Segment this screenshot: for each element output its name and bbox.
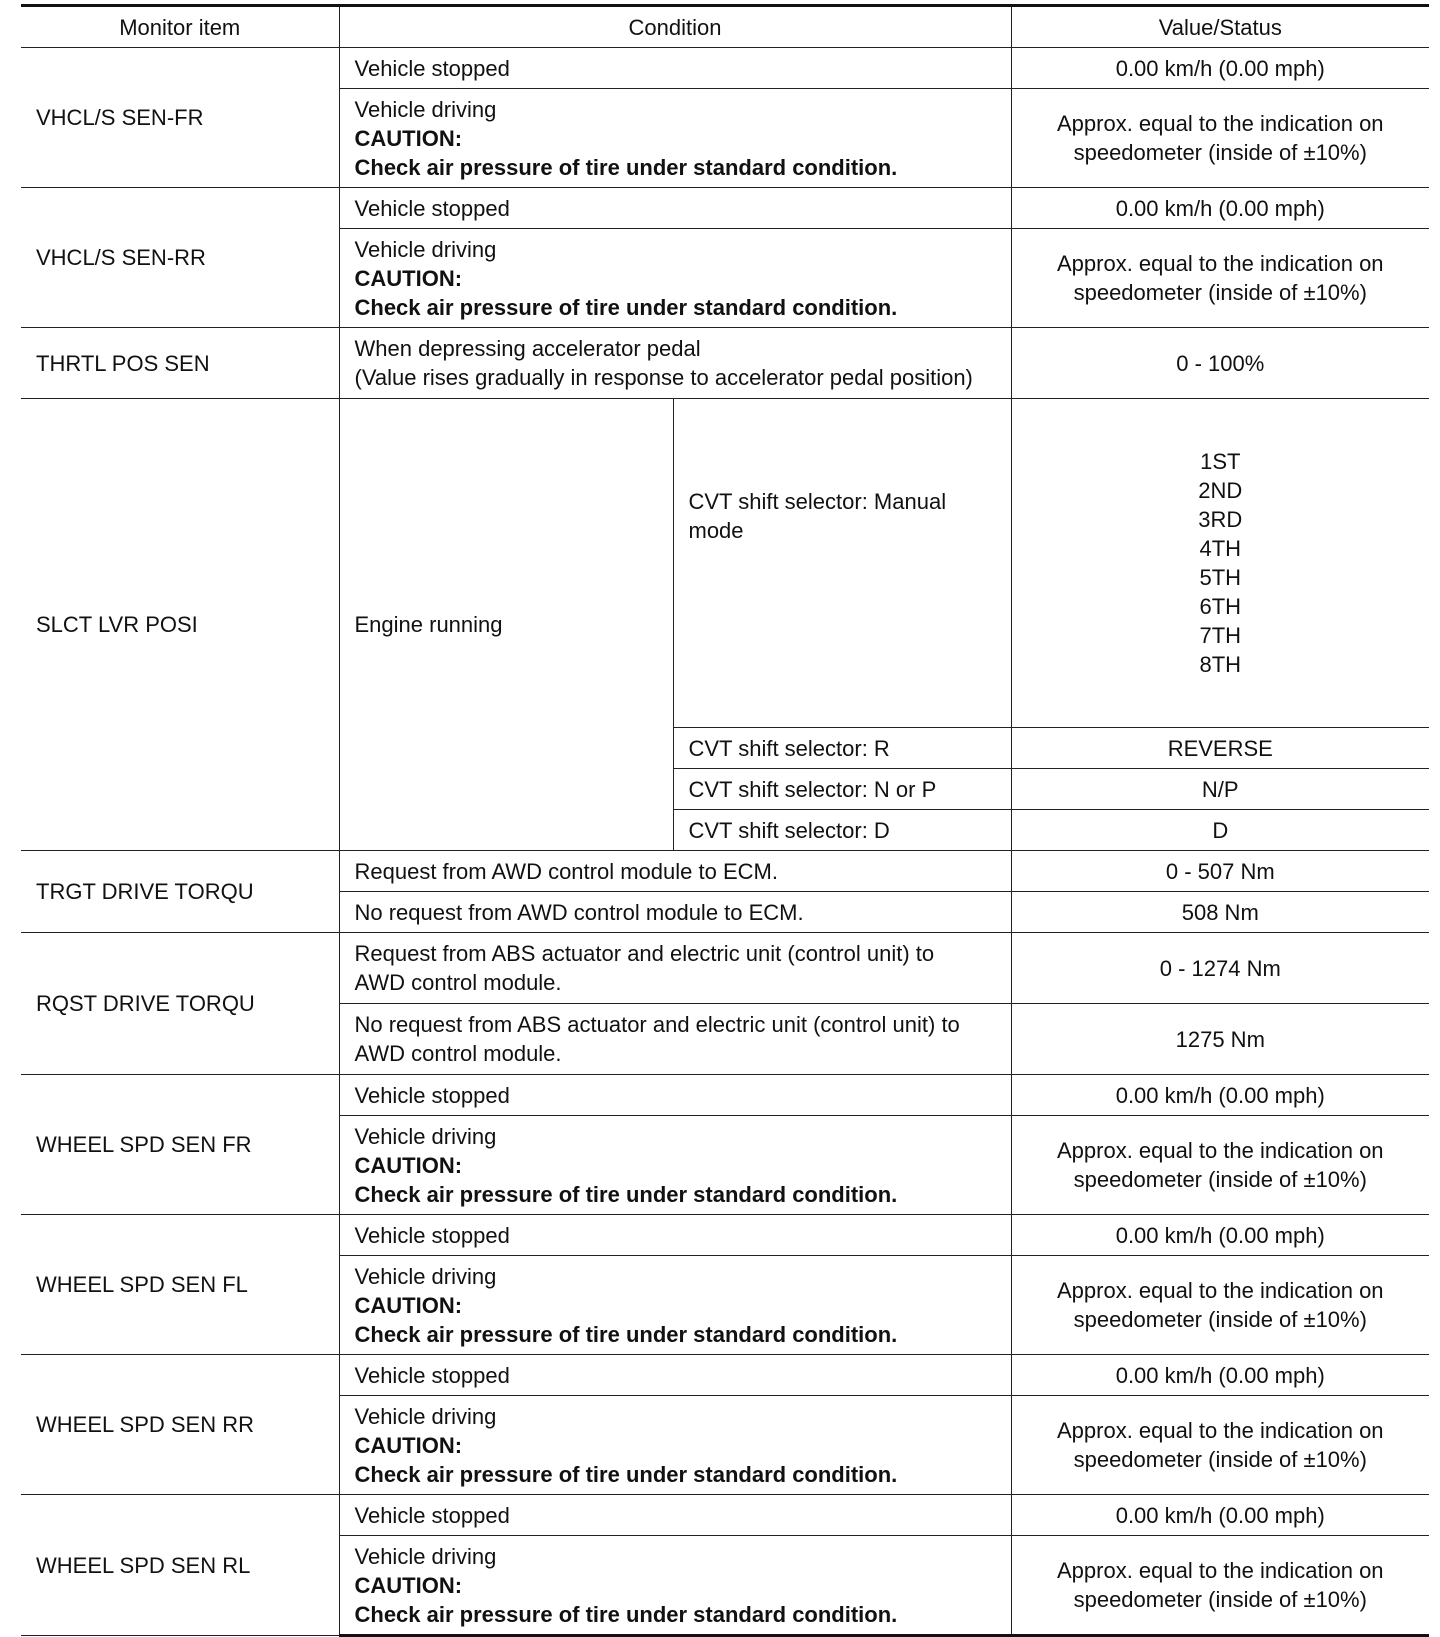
sub-condition-cell: CVT shift selector: R (673, 728, 1011, 769)
value-cell: 0.00 km/h (0.00 mph) (1011, 1075, 1429, 1116)
table-row (21, 1355, 1429, 1396)
value-cell: 0 - 507 Nm (1011, 851, 1429, 892)
value-cell: 0.00 km/h (0.00 mph) (1011, 1495, 1429, 1536)
header-condition: Condition (339, 6, 1011, 48)
condition-cell: Vehicle stopped (339, 1215, 1011, 1256)
caution-text: Check air pressure of tire under standard condition. (354, 154, 898, 180)
monitor-item: WHEEL SPD SEN FL (21, 1215, 339, 1355)
value-cell: 0.00 km/h (0.00 mph) (1011, 48, 1429, 89)
condition-cell: Vehicle driving CAUTION: Check air pressure of tire under standard condition. (339, 1536, 1011, 1636)
value-cell: Approx. equal to the indication on speedometer (inside of ±10%) (1011, 1536, 1429, 1636)
monitor-item: VHCL/S SEN-RR (21, 188, 339, 328)
value-cell: Approx. equal to the indication on speedometer (inside of ±10%) (1011, 229, 1429, 328)
condition-cell: When depressing accelerator pedal (Value rises gradually in response to accelerator pedal position) (339, 328, 1011, 399)
table-row (21, 328, 1429, 399)
condition-cell: Vehicle driving CAUTION: Check air pressure of tire under standard condition. (339, 1256, 1011, 1355)
caution-label: CAUTION: (354, 265, 463, 291)
table-row (21, 188, 1429, 229)
table-row (21, 1215, 1429, 1256)
condition-cell: Vehicle driving CAUTION: Check air pressure of tire under standard condition. (339, 1396, 1011, 1495)
monitor-item: SLCT LVR POSI (21, 399, 339, 851)
monitor-item: WHEEL SPD SEN FR (21, 1075, 339, 1215)
caution-label: CAUTION: (354, 125, 463, 151)
monitor-item: WHEEL SPD SEN RL (21, 1495, 339, 1636)
value-cell: 0 - 1274 Nm (1011, 933, 1429, 1004)
condition-cell: Vehicle stopped (339, 48, 1011, 89)
table-row (21, 851, 1429, 892)
condition-cell: Vehicle driving CAUTION: Check air pressure of tire under standard condition. (339, 89, 1011, 188)
value-cell: Approx. equal to the indication on speedometer (inside of ±10%) (1011, 1396, 1429, 1495)
condition-cell: Vehicle stopped (339, 1355, 1011, 1396)
condition-cell: Vehicle driving CAUTION: Check air pressure of tire under standard condition. (339, 229, 1011, 328)
value-cell: 0.00 km/h (0.00 mph) (1011, 188, 1429, 229)
condition-cell: Request from AWD control module to ECM. (339, 851, 1011, 892)
header-value-status: Value/Status (1011, 6, 1429, 48)
table-row (21, 48, 1429, 89)
table-row (21, 933, 1429, 1004)
condition-cell: Request from ABS actuator and electric unit (control unit) to AWD control module. (339, 933, 1011, 1004)
value-cell: Approx. equal to the indication on speedometer (inside of ±10%) (1011, 1256, 1429, 1355)
monitor-item: RQST DRIVE TORQU (21, 933, 339, 1075)
table-row (21, 1075, 1429, 1116)
monitor-item: WHEEL SPD SEN RR (21, 1355, 339, 1495)
value-cell: Approx. equal to the indication on speedometer (inside of ±10%) (1011, 89, 1429, 188)
value-cell: D (1011, 810, 1429, 851)
monitor-item: VHCL/S SEN-FR (21, 48, 339, 188)
caution-text: Check air pressure of tire under standard condition. (354, 1321, 898, 1347)
condition-cell: Vehicle stopped (339, 1075, 1011, 1116)
condition-cell: Vehicle stopped (339, 188, 1011, 229)
value-cell: 0 - 100% (1011, 328, 1429, 399)
sub-condition-cell: CVT shift selector: Manual mode (673, 399, 1011, 728)
caution-label: CAUTION: (354, 1152, 463, 1178)
monitor-table (21, 4, 1429, 1637)
value-cell: REVERSE (1011, 728, 1429, 769)
caution-label: CAUTION: (354, 1432, 463, 1458)
header-row (21, 6, 1429, 48)
header-monitor-item: Monitor item (21, 6, 339, 48)
value-cell: 0.00 km/h (0.00 mph) (1011, 1215, 1429, 1256)
monitor-item: TRGT DRIVE TORQU (21, 851, 339, 933)
caution-text: Check air pressure of tire under standard condition. (354, 1181, 898, 1207)
value-cell: 508 Nm (1011, 892, 1429, 933)
caution-label: CAUTION: (354, 1292, 463, 1318)
value-cell: 1275 Nm (1011, 1004, 1429, 1075)
caution-text: Check air pressure of tire under standard condition. (354, 294, 898, 320)
caution-text: Check air pressure of tire under standard condition. (354, 1461, 898, 1487)
condition-cell: No request from AWD control module to ECM. (339, 892, 1011, 933)
value-cell: 0.00 km/h (0.00 mph) (1011, 1355, 1429, 1396)
condition-cell: Vehicle stopped (339, 1495, 1011, 1536)
sub-condition-cell: CVT shift selector: D (673, 810, 1011, 851)
table-row (21, 399, 1429, 728)
sub-condition-cell: CVT shift selector: N or P (673, 769, 1011, 810)
condition-cell: No request from ABS actuator and electric unit (control unit) to AWD control module. (339, 1004, 1011, 1075)
condition-cell: Engine running (339, 399, 673, 851)
table-row (21, 1495, 1429, 1536)
value-cell: Approx. equal to the indication on speedometer (inside of ±10%) (1011, 1116, 1429, 1215)
caution-label: CAUTION: (354, 1572, 463, 1598)
monitor-item: THRTL POS SEN (21, 328, 339, 399)
value-cell: N/P (1011, 769, 1429, 810)
caution-text: Check air pressure of tire under standard condition. (354, 1601, 898, 1627)
value-cell: 1ST 2ND 3RD 4TH 5TH 6TH 7TH 8TH (1011, 399, 1429, 728)
condition-cell: Vehicle driving CAUTION: Check air pressure of tire under standard condition. (339, 1116, 1011, 1215)
